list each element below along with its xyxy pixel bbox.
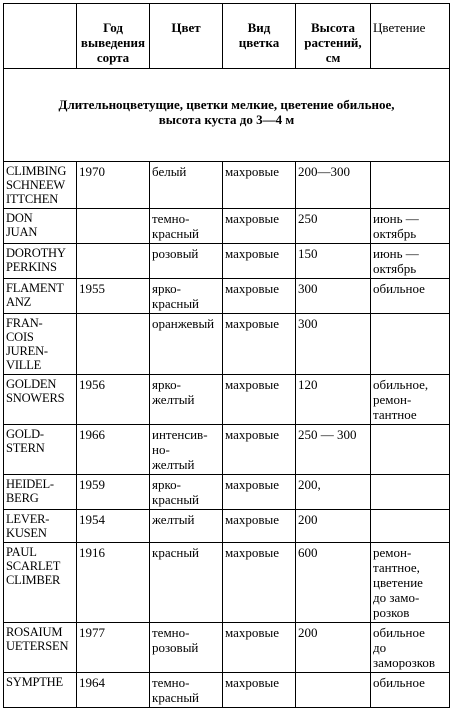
cell-flower-type: махровые (223, 425, 296, 475)
header-row (4, 4, 450, 69)
table-row (4, 314, 450, 375)
header-color: Цвет (150, 4, 223, 69)
cell-height: 600 (296, 543, 371, 623)
cell-year: 1959 (77, 475, 150, 510)
cell-name: SYMPTHE (4, 673, 77, 708)
cell-year (77, 209, 150, 244)
cell-year: 1977 (77, 623, 150, 673)
table-row (4, 673, 450, 708)
table-row (4, 279, 450, 314)
cell-bloom: обильное до заморозков (371, 623, 450, 673)
header-bloom: Цветение (371, 4, 450, 69)
table-row (4, 510, 450, 543)
table-row (4, 475, 450, 510)
cell-height: 250 — 300 (296, 425, 371, 475)
cell-bloom (371, 425, 450, 475)
cell-bloom (371, 162, 450, 209)
cell-year (77, 244, 150, 279)
cell-flower-type: махровые (223, 475, 296, 510)
header-flower-type: Вид цветка (223, 4, 296, 69)
cell-flower-type: махровые (223, 510, 296, 543)
cell-name: PAUL SCARLET CLIMBER (4, 543, 77, 623)
cell-year: 1916 (77, 543, 150, 623)
cell-name: GOLD- STERN (4, 425, 77, 475)
cell-name: DON JUAN (4, 209, 77, 244)
cell-bloom: обильное (371, 673, 450, 708)
cell-name: ROSAIUM UETERSEN (4, 623, 77, 673)
cell-height: 200, (296, 475, 371, 510)
cell-flower-type: махровые (223, 623, 296, 673)
cell-bloom: обильное (371, 279, 450, 314)
table-row (4, 209, 450, 244)
cell-color: ярко- красный (150, 279, 223, 314)
table-row (4, 623, 450, 673)
cell-height: 300 (296, 279, 371, 314)
cell-height: 120 (296, 375, 371, 425)
cell-name: HEIDEL- BERG (4, 475, 77, 510)
cell-year: 1956 (77, 375, 150, 425)
cell-year: 1964 (77, 673, 150, 708)
header-name (4, 4, 77, 69)
cell-flower-type: махровые (223, 162, 296, 209)
cell-color: темно- розовый (150, 623, 223, 673)
cell-color: темно- красный (150, 209, 223, 244)
cell-bloom: ремон- тантное, цветение до замо- розков (371, 543, 450, 623)
cell-name: DOROTHY PERKINS (4, 244, 77, 279)
cell-flower-type: махровые (223, 543, 296, 623)
table-row (4, 244, 450, 279)
cell-color: белый (150, 162, 223, 209)
cell-bloom: обильное, ремон- тантное (371, 375, 450, 425)
cell-bloom: июнь — октябрь (371, 244, 450, 279)
cell-height: 300 (296, 314, 371, 375)
table-row (4, 543, 450, 623)
cell-year (77, 314, 150, 375)
cell-color: красный (150, 543, 223, 623)
cell-color: интенсив- но- желтый (150, 425, 223, 475)
cell-name: FRAN- COIS JUREN- VILLE (4, 314, 77, 375)
cell-name: GOLDEN SNOWERS (4, 375, 77, 425)
header-year: Год выведения сорта (77, 4, 150, 69)
section-row (4, 69, 450, 162)
cell-height (296, 673, 371, 708)
roses-table (3, 3, 450, 708)
cell-color: розовый (150, 244, 223, 279)
cell-flower-type: махровые (223, 314, 296, 375)
cell-flower-type: махровые (223, 209, 296, 244)
cell-flower-type: махровые (223, 673, 296, 708)
cell-bloom: июнь — октябрь (371, 209, 450, 244)
cell-color: ярко- желтый (150, 375, 223, 425)
table-row (4, 375, 450, 425)
cell-name: CLIMBING SCHNEEW ITTCHEN (4, 162, 77, 209)
cell-height: 150 (296, 244, 371, 279)
cell-height: 250 (296, 209, 371, 244)
cell-color: оранжевый (150, 314, 223, 375)
cell-year: 1954 (77, 510, 150, 543)
cell-flower-type: махровые (223, 244, 296, 279)
cell-bloom (371, 475, 450, 510)
cell-height: 200—300 (296, 162, 371, 209)
cell-name: FLAMENT ANZ (4, 279, 77, 314)
cell-name: LEVER- KUSEN (4, 510, 77, 543)
table-row (4, 162, 450, 209)
table-body (4, 162, 450, 708)
header-height: Высота растений, см (296, 4, 371, 69)
cell-color: темно- красный (150, 673, 223, 708)
cell-height: 200 (296, 623, 371, 673)
cell-year: 1966 (77, 425, 150, 475)
cell-flower-type: махровые (223, 375, 296, 425)
cell-height: 200 (296, 510, 371, 543)
cell-color: желтый (150, 510, 223, 543)
cell-year: 1970 (77, 162, 150, 209)
section-title: Длительноцветущие, цветки мелкие, цветение обильное, высота куста до 3—4 м (4, 69, 450, 162)
cell-year: 1955 (77, 279, 150, 314)
cell-color: ярко- красный (150, 475, 223, 510)
table-row (4, 425, 450, 475)
cell-flower-type: махровые (223, 279, 296, 314)
cell-bloom (371, 510, 450, 543)
cell-bloom (371, 314, 450, 375)
